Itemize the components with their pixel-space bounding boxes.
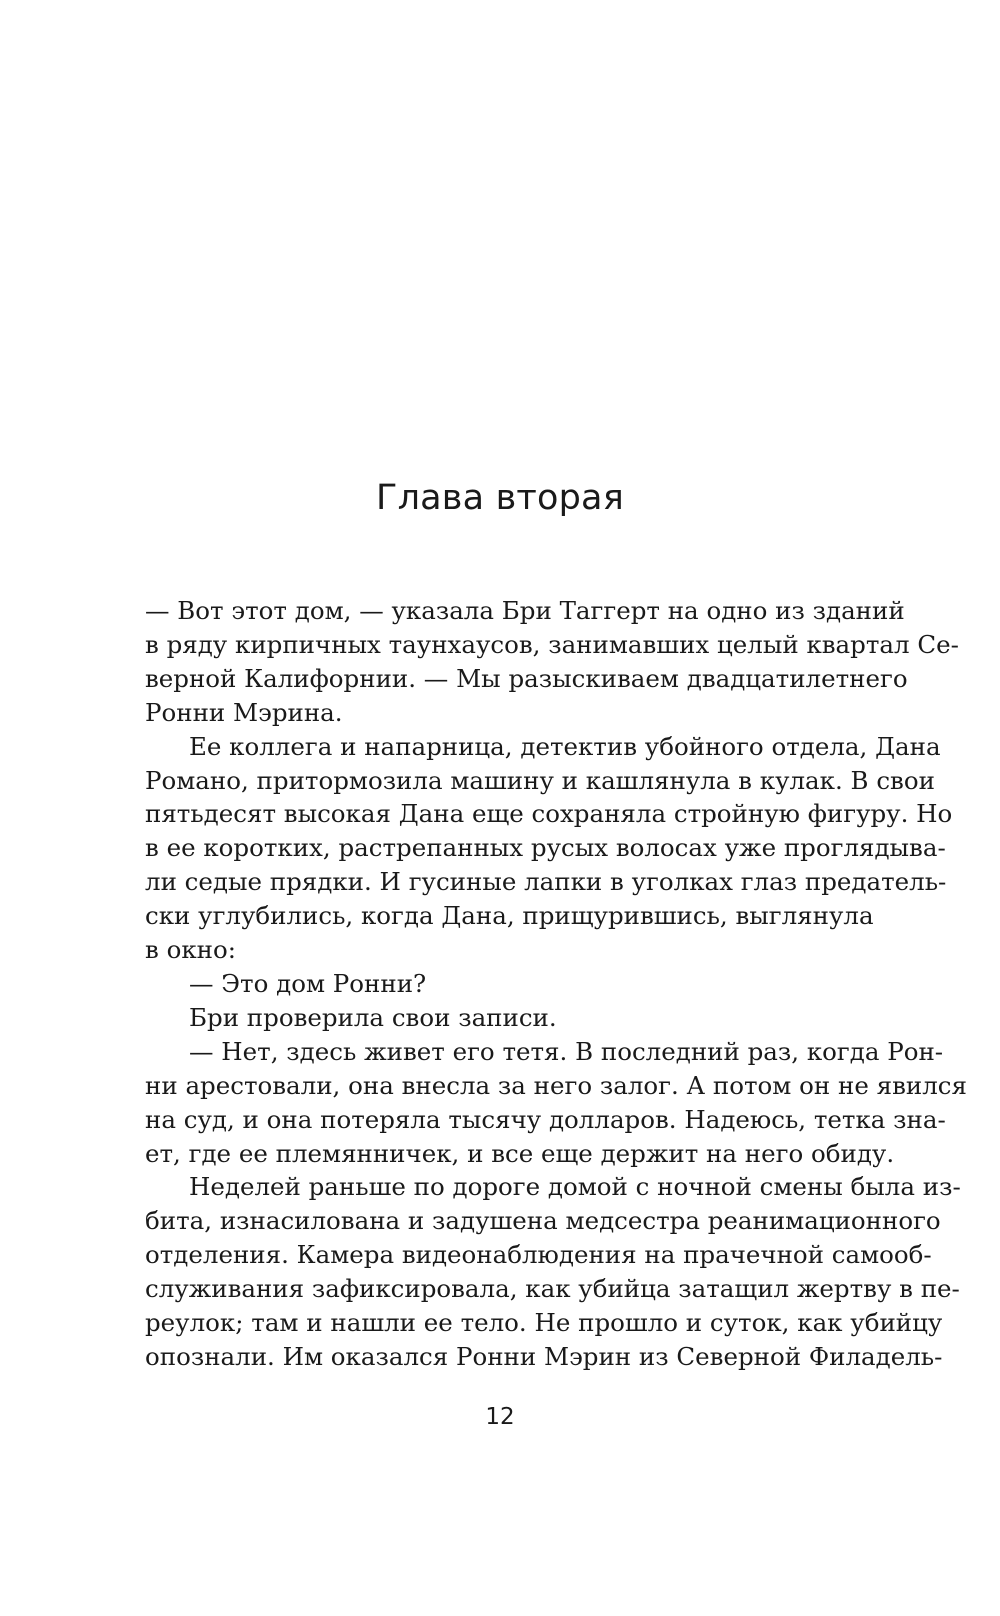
chapter-title: Глава вторая — [376, 478, 624, 518]
text-line: — Вот этот дом, — указала Бри Таггерт на одно из зданий — [145, 596, 905, 625]
text-line: реулок; там и нашли ее тело. Не прошло и суток, как убийцу — [145, 1308, 943, 1338]
text-line: — Это дом Ронни? — [189, 968, 427, 998]
text-line: Ронни Мэрина. — [145, 697, 343, 727]
text-line: Бри проверила свои записи. — [189, 1002, 557, 1032]
body-text — [145, 594, 967, 1374]
text-line: в ее коротких, растрепанных русых волосах уже проглядыва- — [145, 833, 946, 863]
text-line: Неделей раньше по дороге домой с ночной смены была из- — [189, 1172, 961, 1202]
text-line: в окно: — [145, 935, 236, 965]
text-line: Ее коллега и напарница, детектив убойного отдела, Дана — [189, 731, 941, 761]
text-line: бита, изнасилована и задушена медсестра реанимационного — [145, 1206, 941, 1236]
text-line: опознали. Им оказался Ронни Мэрин из Северной Филадель- — [145, 1341, 943, 1371]
text-line: верной Калифорнии. — Мы разыскиваем двадцатилетнего — [145, 663, 908, 693]
text-line: на суд, и она потеряла тысячу долларов. Надеюсь, тетка зна- — [145, 1104, 946, 1134]
page-number: 12 — [485, 1404, 515, 1430]
text-line: служивания зафиксировала, как убийца затащил жертву в пе- — [145, 1274, 960, 1304]
text-line: пятьдесят высокая Дана еще сохраняла стройную фигуру. Но — [145, 799, 953, 829]
text-line: — Нет, здесь живет его тетя. В последний раз, когда Рон- — [189, 1036, 944, 1066]
text-line: ли седые прядки. И гусиные лапки в уголках глаз предатель- — [145, 867, 947, 897]
text-line: ски углубились, когда Дана, прищурившись, выглянула — [145, 901, 874, 931]
text-line: в ряду кирпичных таунхаусов, занимавших целый квартал Се- — [145, 629, 959, 659]
text-line: ет, где ее племянничек, и все еще держит на него обиду. — [145, 1138, 895, 1168]
text-line: отделения. Камера видеонаблюдения на прачечной самооб- — [145, 1240, 932, 1270]
text-line: Романо, притормозила машину и кашлянула в кулак. В свои — [145, 765, 935, 795]
text-line: ни арестовали, она внесла за него залог. А потом он не явился — [145, 1070, 967, 1100]
